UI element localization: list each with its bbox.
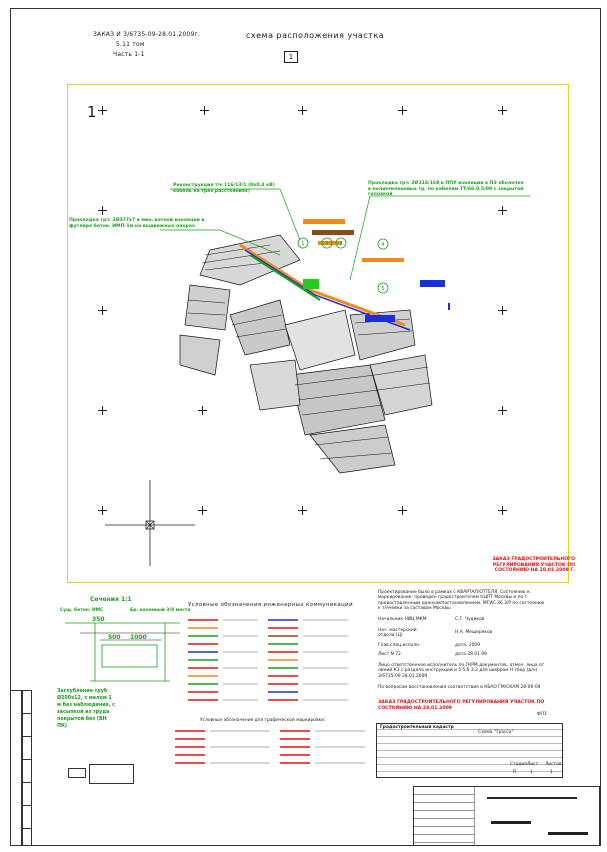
stamp-line [487, 797, 577, 799]
dim-b: 1000 [130, 634, 147, 641]
callout-reconstruction: Реконструкция т/к 116/13/1 (8х0.4 кВ) кабель на трех расстояниях) [173, 183, 275, 194]
part-line: Часть 1-1 [113, 51, 145, 58]
blue-block [365, 315, 395, 322]
notes-row-2-label: Глав.спец.исполн. [378, 643, 421, 648]
circle-label: 4 [381, 242, 385, 248]
grid-cross [498, 106, 507, 115]
tb-sheets-val: 1 [550, 770, 553, 775]
notes-para2: Лицо ответственное исполнитель по ГКРМ документов, отмеч. лица от линий К3 с раздела инструкций и 5.5.6.3.2 для шифром Н сбор (д/н) 3/6735-09 28.01.2009 [378, 663, 545, 679]
main-stamp-left-rows [413, 786, 475, 846]
legend-notes-title: Условные обозначения для графической маркировки: [200, 718, 326, 723]
notes-row-3-label: Лист N 72 [378, 652, 401, 657]
tb-sheet: Лист [527, 762, 539, 767]
grid-cross [398, 506, 407, 515]
tb-sheet-val: 1 [530, 770, 533, 775]
notes-row-3-value: дата 28.01.09 [455, 652, 487, 657]
stamp-line-3 [548, 832, 588, 835]
grid-cross [98, 406, 107, 415]
notes-red: ЗАКАЗ ГРАДОСТРОИТЕЛЬНОГО РЕГУЛИРОВАНИЯ УЧАСТОК ПО СОСТОЯНИЮ НА 28.01.2009 [378, 700, 545, 711]
order-line: ЗАКАЗ И 3/6735-09-28.01.2009г. [93, 31, 200, 38]
dim-a: 500 [108, 634, 121, 641]
callout-pipe-mineral: Прокладка тр/с 2Ø377х7 в мин. ватной изоляции в футляре бетон. ИМП-1м на выдвижных опорах [69, 218, 205, 229]
grid-cross [398, 106, 407, 115]
dim-top: 350 [92, 616, 105, 623]
sheet-number-box: 1 [284, 51, 298, 63]
sheet-title: схема расположения участка [246, 31, 385, 40]
notes-row-0-label: Начальник НИЦ МКМ [378, 617, 427, 622]
notes-para3: По вопросам восстановления соответствия в КБАО ГМ/СКАМ 28-06-09 [378, 685, 541, 690]
grid-cross [498, 506, 507, 515]
circle-label: 1 [301, 241, 305, 247]
grid-cross [98, 206, 107, 215]
grid-cross [298, 106, 307, 115]
tb-object: Схема "Трасса" [478, 730, 514, 735]
leader-lines [160, 180, 550, 310]
legend-red-swatches [170, 726, 370, 776]
circle-label: 2 [325, 241, 329, 247]
notes-row-1-label: Нач. мастерский отдела (Ц) [378, 628, 417, 639]
notes-row-0-value: С.Г. Чудиков [455, 617, 485, 622]
tb-sheets: Листов [545, 762, 562, 767]
notes-row-2-value: дата: 2009 [455, 643, 481, 648]
sheet-marker: 1 [87, 103, 97, 121]
grid-cross [98, 106, 107, 115]
notes-sheet-code: ФЛ1 [537, 712, 547, 717]
section-note: Заглубление труб Ø200х12, с малом 1 м без наблюдения, с засыпкой из труда покрытой без (ВН ПК) [57, 689, 115, 729]
grid-cross [498, 406, 507, 415]
stamp-line-2 [491, 821, 531, 824]
title-block-rows [376, 723, 563, 778]
grid-cross [98, 306, 107, 315]
notes-row-1-value: Н.А. Мещеряков [455, 630, 493, 635]
axis-cross [100, 478, 200, 568]
section-title: Сечения 1:1 [90, 596, 132, 603]
legend-swatches [183, 612, 363, 712]
tb-stage: Стадия [510, 762, 527, 767]
callout-pipe-ppu: Прокладка тр/с 2Ø114/168 в ППУ изоляции в ПЭ оболочке в полиэтиленовых тр. по кабелям ТТ/66.0,5/09 с закрытой головкой [368, 181, 524, 197]
left-strip [10, 690, 22, 846]
circle-label: 5 [381, 286, 385, 292]
legend-title: Условные обозначения инженерных коммуникаций [188, 602, 353, 608]
left-strip-cells [22, 690, 32, 846]
small-stamp-2 [68, 768, 86, 778]
section-right-label: Бр. наземный 3/8 места [130, 608, 191, 613]
section-left-label: Сущ. бетон. ИМС [60, 608, 104, 613]
section-drawing [60, 613, 190, 688]
grid-cross [298, 506, 307, 515]
red-note-drawing: ЗАКАЗ ГРАДОСТРОИТЕЛЬНОГО РЕГУЛИРОВАНИЯ УЧАСТОК ПО СОСТОЯНИЮ НА 28.01.2009 Г. [492, 557, 575, 573]
tb-org: Градостроительный кадастр [380, 725, 454, 730]
notes-para1: Проектирование было в рамках с КВАРТАЛ/ОТТЕЛЯ. Состоянию к. маркирование: проведен градостроителем НЦПТ Москвы и по т. предоставленным данным/постановлением. МГИС 36.3/Р по состоянию к т/ячейки за составом Москвы [378, 590, 545, 612]
small-stamp [89, 764, 134, 784]
grid-cross [200, 106, 209, 115]
tb-stage-val: П [513, 770, 517, 775]
volume-line: 5.11 том [116, 41, 145, 48]
circle-label: 3 [339, 241, 343, 247]
